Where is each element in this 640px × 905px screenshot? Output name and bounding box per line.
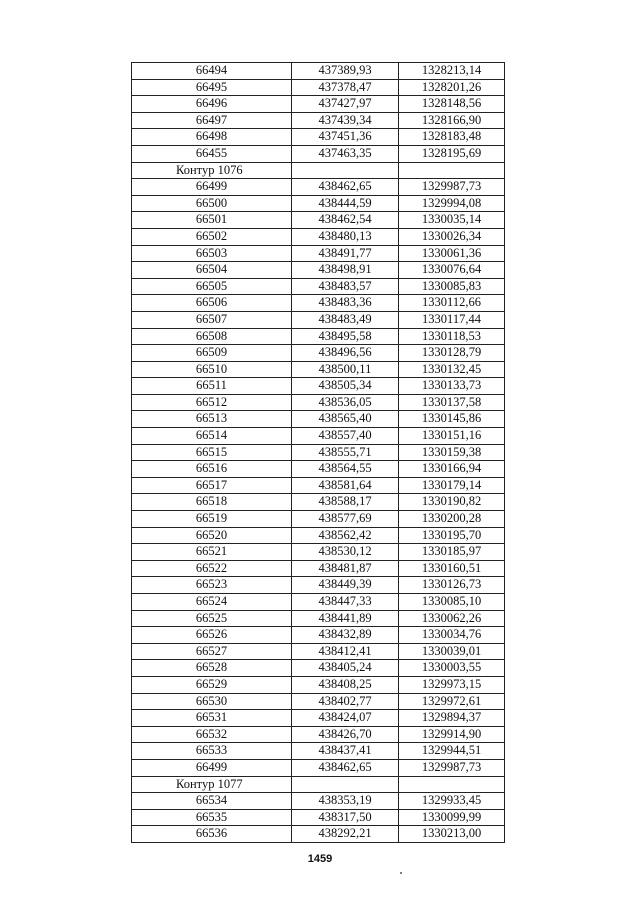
- table-row: [132, 577, 505, 594]
- point-id-cell: 66511: [132, 378, 292, 395]
- table-row: [132, 809, 505, 826]
- empty-cell: [292, 776, 399, 793]
- contour-label: Контур 1077: [132, 776, 292, 793]
- point-id-cell: 66516: [132, 461, 292, 478]
- table-row: [132, 361, 505, 378]
- x-coordinate-cell: 438292,21: [292, 826, 399, 843]
- point-id-cell: 66455: [132, 145, 292, 162]
- point-id-cell: 66522: [132, 560, 292, 577]
- y-coordinate-cell: 1330160,51: [399, 560, 505, 577]
- y-coordinate-cell: 1330117,44: [399, 311, 505, 328]
- table-row: [132, 63, 505, 80]
- y-coordinate-cell: 1330085,83: [399, 278, 505, 295]
- x-coordinate-cell: 438481,87: [292, 560, 399, 577]
- x-coordinate-cell: 438500,11: [292, 361, 399, 378]
- point-id-cell: 66513: [132, 411, 292, 428]
- point-id-cell: 66502: [132, 228, 292, 245]
- x-coordinate-cell: 437389,93: [292, 63, 399, 80]
- point-id-cell: 66509: [132, 345, 292, 362]
- y-coordinate-cell: 1328213,14: [399, 63, 505, 80]
- y-coordinate-cell: 1330039,01: [399, 643, 505, 660]
- table-row: [132, 96, 505, 113]
- point-id-cell: 66497: [132, 112, 292, 129]
- point-id-cell: 66512: [132, 394, 292, 411]
- table-row: [132, 444, 505, 461]
- point-id-cell: 66532: [132, 726, 292, 743]
- y-coordinate-cell: 1328201,26: [399, 79, 505, 96]
- y-coordinate-cell: 1330213,00: [399, 826, 505, 843]
- x-coordinate-cell: 438402,77: [292, 693, 399, 710]
- x-coordinate-cell: 438441,89: [292, 610, 399, 627]
- table-row: [132, 428, 505, 445]
- point-id-cell: 66517: [132, 477, 292, 494]
- contour-label: Контур 1076: [132, 162, 292, 179]
- table-row: [132, 759, 505, 776]
- x-coordinate-cell: 437463,35: [292, 145, 399, 162]
- y-coordinate-cell: 1330133,73: [399, 378, 505, 395]
- x-coordinate-cell: 438505,34: [292, 378, 399, 395]
- y-coordinate-cell: 1330076,64: [399, 262, 505, 279]
- point-id-cell: 66523: [132, 577, 292, 594]
- x-coordinate-cell: 438588,17: [292, 494, 399, 511]
- point-id-cell: 66504: [132, 262, 292, 279]
- x-coordinate-cell: 437427,97: [292, 96, 399, 113]
- table-row: [132, 676, 505, 693]
- x-coordinate-cell: 438437,41: [292, 743, 399, 760]
- table-row: [132, 245, 505, 262]
- x-coordinate-cell: 438408,25: [292, 676, 399, 693]
- table-row: [132, 311, 505, 328]
- table-row: [132, 145, 505, 162]
- table-row: [132, 378, 505, 395]
- x-coordinate-cell: 438530,12: [292, 544, 399, 561]
- empty-cell: [292, 162, 399, 179]
- x-coordinate-cell: 438444,59: [292, 195, 399, 212]
- point-id-cell: 66519: [132, 511, 292, 528]
- y-coordinate-cell: 1330132,45: [399, 361, 505, 378]
- x-coordinate-cell: 438536,05: [292, 394, 399, 411]
- x-coordinate-cell: 438462,65: [292, 179, 399, 196]
- x-coordinate-cell: 438495,58: [292, 328, 399, 345]
- table-row: [132, 295, 505, 312]
- point-id-cell: 66524: [132, 594, 292, 611]
- table-row: [132, 627, 505, 644]
- y-coordinate-cell: 1330085,10: [399, 594, 505, 611]
- y-coordinate-cell: 1330185,97: [399, 544, 505, 561]
- empty-cell: [399, 162, 505, 179]
- table-row: [132, 477, 505, 494]
- y-coordinate-cell: 1329933,45: [399, 793, 505, 810]
- table-row: [132, 560, 505, 577]
- table-row: [132, 610, 505, 627]
- point-id-cell: 66499: [132, 759, 292, 776]
- y-coordinate-cell: 1330137,58: [399, 394, 505, 411]
- table-row: [132, 328, 505, 345]
- table-row: [132, 212, 505, 229]
- x-coordinate-cell: 438555,71: [292, 444, 399, 461]
- point-id-cell: 66499: [132, 179, 292, 196]
- y-coordinate-cell: 1329973,15: [399, 676, 505, 693]
- table-row: [132, 826, 505, 843]
- point-id-cell: 66514: [132, 428, 292, 445]
- y-coordinate-cell: 1330190,82: [399, 494, 505, 511]
- y-coordinate-cell: 1330195,70: [399, 527, 505, 544]
- x-coordinate-cell: 438424,07: [292, 710, 399, 727]
- empty-cell: [399, 776, 505, 793]
- x-coordinate-cell: 438483,49: [292, 311, 399, 328]
- point-id-cell: 66529: [132, 676, 292, 693]
- x-coordinate-cell: 438496,56: [292, 345, 399, 362]
- y-coordinate-cell: 1329987,73: [399, 759, 505, 776]
- table-row: [132, 345, 505, 362]
- y-coordinate-cell: 1329914,90: [399, 726, 505, 743]
- table-row: [132, 594, 505, 611]
- x-coordinate-cell: 438480,13: [292, 228, 399, 245]
- table-row: [132, 411, 505, 428]
- table-row: [132, 228, 505, 245]
- point-id-cell: 66505: [132, 278, 292, 295]
- y-coordinate-cell: 1330166,94: [399, 461, 505, 478]
- y-coordinate-cell: 1330200,28: [399, 511, 505, 528]
- x-coordinate-cell: 437378,47: [292, 79, 399, 96]
- y-coordinate-cell: 1328148,56: [399, 96, 505, 113]
- x-coordinate-cell: 438577,69: [292, 511, 399, 528]
- y-coordinate-cell: 1330151,16: [399, 428, 505, 445]
- y-coordinate-cell: 1328195,69: [399, 145, 505, 162]
- y-coordinate-cell: 1330145,86: [399, 411, 505, 428]
- x-coordinate-cell: 437439,34: [292, 112, 399, 129]
- contour-header-row: [132, 776, 505, 793]
- y-coordinate-cell: 1330062,26: [399, 610, 505, 627]
- scan-speck: [400, 872, 402, 874]
- y-coordinate-cell: 1330061,36: [399, 245, 505, 262]
- x-coordinate-cell: 438562,42: [292, 527, 399, 544]
- x-coordinate-cell: 438449,39: [292, 577, 399, 594]
- point-id-cell: 66503: [132, 245, 292, 262]
- x-coordinate-cell: 438462,65: [292, 759, 399, 776]
- y-coordinate-cell: 1330003,55: [399, 660, 505, 677]
- x-coordinate-cell: 438447,33: [292, 594, 399, 611]
- point-id-cell: 66520: [132, 527, 292, 544]
- table-row: [132, 793, 505, 810]
- y-coordinate-cell: 1329994,08: [399, 195, 505, 212]
- point-id-cell: 66494: [132, 63, 292, 80]
- point-id-cell: 66536: [132, 826, 292, 843]
- table-row: [132, 278, 505, 295]
- x-coordinate-cell: 438491,77: [292, 245, 399, 262]
- table-row: [132, 527, 505, 544]
- point-id-cell: 66500: [132, 195, 292, 212]
- y-coordinate-cell: 1329944,51: [399, 743, 505, 760]
- table-row: [132, 726, 505, 743]
- table-row: [132, 129, 505, 146]
- y-coordinate-cell: 1329987,73: [399, 179, 505, 196]
- point-id-cell: 66496: [132, 96, 292, 113]
- x-coordinate-cell: 438405,24: [292, 660, 399, 677]
- x-coordinate-cell: 438462,54: [292, 212, 399, 229]
- point-id-cell: 66535: [132, 809, 292, 826]
- point-id-cell: 66495: [132, 79, 292, 96]
- x-coordinate-cell: 438564,55: [292, 461, 399, 478]
- point-id-cell: 66507: [132, 311, 292, 328]
- table-row: [132, 660, 505, 677]
- point-id-cell: 66508: [132, 328, 292, 345]
- point-id-cell: 66527: [132, 643, 292, 660]
- point-id-cell: 66531: [132, 710, 292, 727]
- point-id-cell: 66528: [132, 660, 292, 677]
- x-coordinate-cell: 438432,89: [292, 627, 399, 644]
- contour-header-row: [132, 162, 505, 179]
- x-coordinate-cell: 438317,50: [292, 809, 399, 826]
- table-row: [132, 112, 505, 129]
- table-row: [132, 511, 505, 528]
- x-coordinate-cell: 438412,41: [292, 643, 399, 660]
- table-row: [132, 461, 505, 478]
- y-coordinate-cell: 1330159,38: [399, 444, 505, 461]
- table-row: [132, 79, 505, 96]
- table-row: [132, 195, 505, 212]
- y-coordinate-cell: 1330179,14: [399, 477, 505, 494]
- y-coordinate-cell: 1328166,90: [399, 112, 505, 129]
- x-coordinate-cell: 438483,57: [292, 278, 399, 295]
- table-row: [132, 710, 505, 727]
- table-row: [132, 743, 505, 760]
- point-id-cell: 66533: [132, 743, 292, 760]
- table-row: [132, 643, 505, 660]
- table-row: [132, 693, 505, 710]
- coordinates-table: [131, 62, 505, 843]
- table-row: [132, 544, 505, 561]
- x-coordinate-cell: 438426,70: [292, 726, 399, 743]
- y-coordinate-cell: 1330118,53: [399, 328, 505, 345]
- point-id-cell: 66530: [132, 693, 292, 710]
- y-coordinate-cell: 1330128,79: [399, 345, 505, 362]
- table-row: [132, 494, 505, 511]
- x-coordinate-cell: 438557,40: [292, 428, 399, 445]
- y-coordinate-cell: 1330026,34: [399, 228, 505, 245]
- point-id-cell: 66506: [132, 295, 292, 312]
- point-id-cell: 66518: [132, 494, 292, 511]
- x-coordinate-cell: 438483,36: [292, 295, 399, 312]
- table-row: [132, 394, 505, 411]
- y-coordinate-cell: 1329972,61: [399, 693, 505, 710]
- point-id-cell: 66515: [132, 444, 292, 461]
- y-coordinate-cell: 1329894,37: [399, 710, 505, 727]
- coordinates-table-body: [132, 63, 505, 843]
- table-row: [132, 262, 505, 279]
- point-id-cell: 66526: [132, 627, 292, 644]
- point-id-cell: 66525: [132, 610, 292, 627]
- point-id-cell: 66521: [132, 544, 292, 561]
- y-coordinate-cell: 1330126,73: [399, 577, 505, 594]
- point-id-cell: 66498: [132, 129, 292, 146]
- x-coordinate-cell: 438581,64: [292, 477, 399, 494]
- point-id-cell: 66501: [132, 212, 292, 229]
- y-coordinate-cell: 1330034,76: [399, 627, 505, 644]
- y-coordinate-cell: 1330099,99: [399, 809, 505, 826]
- y-coordinate-cell: 1330112,66: [399, 295, 505, 312]
- x-coordinate-cell: 437451,36: [292, 129, 399, 146]
- y-coordinate-cell: 1330035,14: [399, 212, 505, 229]
- point-id-cell: 66534: [132, 793, 292, 810]
- point-id-cell: 66510: [132, 361, 292, 378]
- x-coordinate-cell: 438498,91: [292, 262, 399, 279]
- x-coordinate-cell: 438565,40: [292, 411, 399, 428]
- page-number: 1459: [307, 853, 333, 865]
- table-row: [132, 179, 505, 196]
- x-coordinate-cell: 438353,19: [292, 793, 399, 810]
- y-coordinate-cell: 1328183,48: [399, 129, 505, 146]
